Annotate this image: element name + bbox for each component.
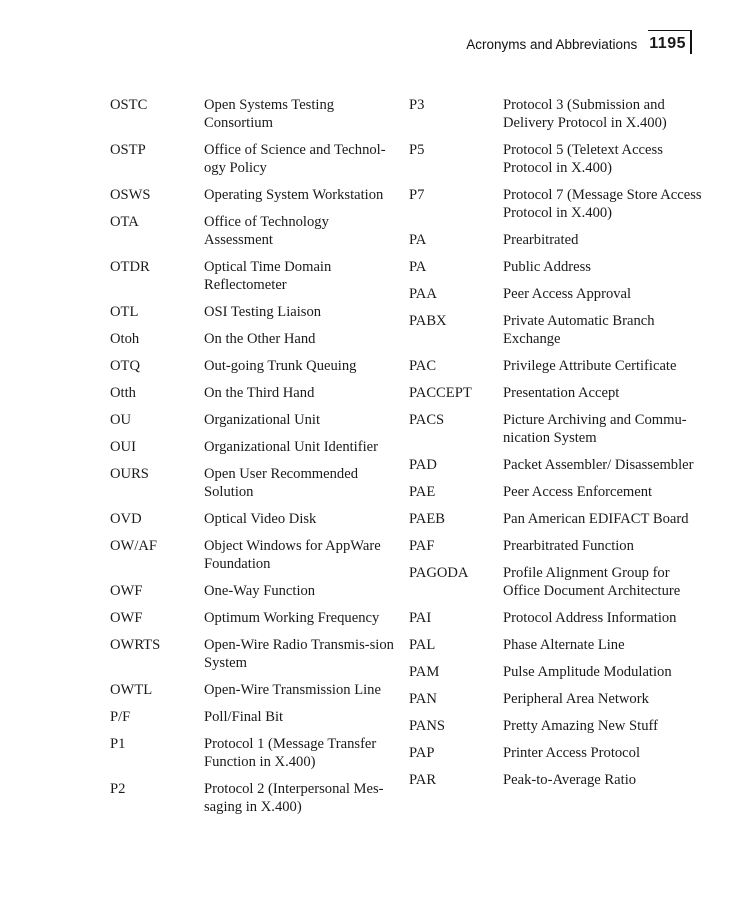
glossary-entry: [409, 690, 709, 708]
glossary-entry: [409, 663, 709, 681]
acronym-expansion: Peer Access Approval: [503, 286, 632, 302]
glossary-entry: [409, 186, 709, 222]
acronym-expansion: Pan American EDIFACT Board: [503, 511, 689, 527]
acronym: PAD: [409, 457, 437, 473]
acronym-expansion: Public Address: [503, 259, 591, 275]
glossary-entry: [409, 96, 709, 132]
glossary-entry: [110, 780, 400, 816]
running-header-title: Acronyms and Abbreviations: [466, 37, 638, 52]
glossary-entry: [110, 735, 400, 771]
acronym: PAF: [409, 538, 435, 554]
acronym-expansion: Phase Alternate Line: [503, 637, 625, 653]
acronym-expansion: Open Systems Testing Consortium: [204, 97, 335, 131]
glossary-entry: [110, 510, 400, 528]
glossary-entry: [409, 537, 709, 555]
glossary-entry: [110, 258, 400, 294]
acronym: OUI: [110, 439, 136, 455]
acronym-expansion: One-Way Function: [204, 583, 316, 599]
acronym: OSWS: [110, 187, 151, 203]
acronym-expansion: Prearbitrated: [503, 232, 579, 248]
acronym: PANS: [409, 718, 445, 734]
acronym: OWF: [110, 583, 143, 599]
acronym: OURS: [110, 466, 149, 482]
acronym-expansion: Out-going Trunk Queuing: [204, 358, 357, 374]
glossary-entry: [110, 582, 400, 600]
glossary-entry: [110, 708, 400, 726]
acronym: OVD: [110, 511, 142, 527]
acronym-expansion: Prearbitrated Function: [503, 538, 634, 554]
glossary-entry: [409, 456, 709, 474]
acronym: PA: [409, 232, 427, 248]
glossary-entry: [110, 681, 400, 699]
acronym: OU: [110, 412, 132, 428]
acronym-expansion: Optical Video Disk: [204, 511, 317, 527]
acronym-expansion: Presentation Accept: [503, 385, 620, 401]
acronym-expansion: Profile Alignment Group for Office Document Architecture: [503, 565, 681, 599]
glossary-entry: [110, 213, 400, 249]
acronym-expansion: Private Automatic Branch Exchange: [503, 313, 655, 347]
acronym: PAM: [409, 664, 440, 680]
acronym-expansion: Office of Technology Assessment: [204, 214, 329, 248]
glossary-entry: [110, 141, 400, 177]
glossary-entry: [110, 609, 400, 627]
acronym-expansion: Protocol 5 (Teletext Access Protocol in X.400): [503, 142, 663, 176]
acronym: PAR: [409, 772, 437, 788]
acronym-expansion: Optimum Working Frequency: [204, 610, 380, 626]
glossary-entry: [110, 186, 400, 204]
acronym-expansion: Protocol 1 (Message Transfer Function in X.400): [204, 736, 377, 770]
acronym-expansion: Privilege Attribute Certificate: [503, 358, 677, 374]
acronym: Otoh: [110, 331, 140, 347]
acronym: PACS: [409, 412, 445, 428]
acronym: OWTL: [110, 682, 153, 698]
acronym-expansion: Open-Wire Transmission Line: [204, 682, 381, 698]
acronym: PAP: [409, 745, 435, 761]
acronym: OW/AF: [110, 538, 158, 554]
glossary-entry: [110, 330, 400, 348]
glossary-entry: [110, 303, 400, 321]
glossary-entry: [409, 564, 709, 600]
acronym-expansion: On the Other Hand: [204, 331, 316, 347]
glossary-entry: [110, 465, 400, 501]
glossary-entry: [110, 96, 400, 132]
glossary-entry: [409, 483, 709, 501]
acronym-expansion: Peer Access Enforcement: [503, 484, 653, 500]
glossary-entry: [409, 312, 709, 348]
glossary-entry: [409, 411, 709, 447]
acronym: OSTC: [110, 97, 148, 113]
glossary-entry: [110, 438, 400, 456]
glossary-entry: [409, 636, 709, 654]
acronym-expansion: Organizational Unit Identifier: [204, 439, 378, 455]
acronym-expansion: Protocol 2 (Interpersonal Mes-saging in X.400): [204, 781, 384, 815]
acronym: PAEB: [409, 511, 445, 527]
acronym: OTQ: [110, 358, 140, 374]
acronym: PAL: [409, 637, 436, 653]
acronym-expansion: Pulse Amplitude Modulation: [503, 664, 672, 680]
acronym: PAA: [409, 286, 437, 302]
glossary-entry: [110, 411, 400, 429]
acronym: P5: [409, 142, 425, 158]
acronym: P3: [409, 97, 425, 113]
glossary-entry: [409, 231, 709, 249]
acronym: PAC: [409, 358, 437, 374]
glossary-column-left: [110, 96, 400, 825]
glossary-entry: [409, 141, 709, 177]
glossary-entry: [409, 384, 709, 402]
glossary-entry: [110, 384, 400, 402]
acronym: PAI: [409, 610, 432, 626]
acronym: PABX: [409, 313, 447, 329]
acronym-expansion: Object Windows for AppWare Foundation: [204, 538, 381, 572]
acronym-expansion: On the Third Hand: [204, 385, 315, 401]
acronym: PACCEPT: [409, 385, 472, 401]
acronym: P2: [110, 781, 126, 797]
acronym: P/F: [110, 709, 131, 725]
acronym: OTDR: [110, 259, 150, 275]
acronym: OWF: [110, 610, 143, 626]
glossary-entry: [409, 609, 709, 627]
acronym-expansion: Office of Science and Technol-ogy Policy: [204, 142, 386, 176]
acronym: OSTP: [110, 142, 146, 158]
glossary-entry: [409, 285, 709, 303]
acronym-expansion: Organizational Unit: [204, 412, 321, 428]
acronym-expansion: Picture Archiving and Commu-nication System: [503, 412, 687, 446]
acronym-expansion: Peak-to-Average Ratio: [503, 772, 637, 788]
acronym-expansion: Pretty Amazing New Stuff: [503, 718, 658, 734]
glossary-entry: [110, 357, 400, 375]
acronym-expansion: Packet Assembler/ Disassembler: [503, 457, 694, 473]
acronym-expansion: Printer Access Protocol: [503, 745, 640, 761]
glossary-entry: [409, 510, 709, 528]
acronym: PA: [409, 259, 427, 275]
acronym: OTA: [110, 214, 139, 230]
glossary-entry: [110, 537, 400, 573]
acronym-expansion: OSI Testing Liaison: [204, 304, 322, 320]
glossary-entry: [409, 717, 709, 735]
acronym-expansion: Open-Wire Radio Transmis-sion System: [204, 637, 394, 671]
acronym: P1: [110, 736, 126, 752]
acronym-expansion: Poll/Final Bit: [204, 709, 284, 725]
acronym: PAGODA: [409, 565, 469, 581]
glossary-column-right: [409, 96, 709, 798]
acronym-expansion: Open User Recommended Solution: [204, 466, 358, 500]
acronym: PAE: [409, 484, 436, 500]
running-header: [466, 30, 692, 60]
acronym-expansion: Optical Time Domain Reflectometer: [204, 259, 332, 293]
acronym-expansion: Operating System Workstation: [204, 187, 384, 203]
acronym-expansion: Peripheral Area Network: [503, 691, 649, 707]
acronym: Otth: [110, 385, 136, 401]
acronym-expansion: Protocol Address Information: [503, 610, 677, 626]
page-number: 1195: [649, 30, 692, 54]
acronym: P7: [409, 187, 425, 203]
glossary-entry: [110, 636, 400, 672]
glossary-entry: [409, 357, 709, 375]
glossary-entry: [409, 771, 709, 789]
glossary-entry: [409, 744, 709, 762]
acronym-expansion: Protocol 7 (Message Store Access Protocol in X.400): [503, 187, 702, 221]
glossary-entry: [409, 258, 709, 276]
acronym: OTL: [110, 304, 139, 320]
acronym: OWRTS: [110, 637, 161, 653]
acronym-expansion: Protocol 3 (Submission and Delivery Protocol in X.400): [503, 97, 667, 131]
acronym: PAN: [409, 691, 437, 707]
